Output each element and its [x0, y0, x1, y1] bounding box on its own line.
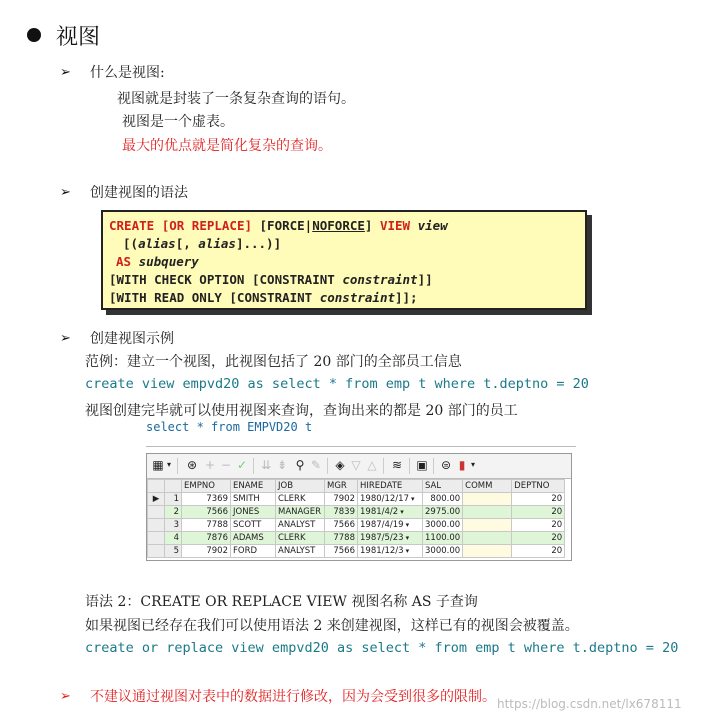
- row-indicator: [148, 506, 165, 519]
- kw-force-close: ]: [364, 218, 373, 233]
- column-header[interactable]: SAL: [423, 480, 463, 493]
- rownum-header: [165, 480, 182, 493]
- add-row-icon[interactable]: +: [204, 458, 216, 472]
- alias: alias: [198, 236, 236, 251]
- hiredate-value: 1980/12/17: [360, 494, 409, 504]
- cell-mgr[interactable]: 7839: [325, 506, 358, 519]
- query-editor-text[interactable]: select * from EMPVD20 t: [146, 420, 313, 434]
- filter-icon[interactable]: ◈: [335, 458, 345, 472]
- section1-line-1: 视图就是封装了一条复杂查询的语句。: [117, 91, 355, 107]
- cell-empno[interactable]: 7876: [182, 532, 231, 545]
- cell-empno[interactable]: 7369: [182, 493, 231, 506]
- chevron-down-icon[interactable]: ▾: [405, 547, 410, 555]
- cell-job[interactable]: ANALYST: [276, 519, 325, 532]
- toolbar-separator: [327, 458, 328, 474]
- cell-ename[interactable]: ADAMS: [231, 532, 276, 545]
- alias: alias: [138, 236, 176, 251]
- section3-title: 创建视图示例: [90, 331, 174, 347]
- syntax-bracket: [(: [123, 236, 139, 251]
- cell-deptno[interactable]: 20: [512, 519, 565, 532]
- kw-or-replace: [OR REPLACE]: [161, 218, 252, 233]
- cell-deptno[interactable]: 20: [512, 493, 565, 506]
- lock-icon[interactable]: ⊛: [186, 458, 198, 472]
- toolbar-separator: [383, 458, 384, 474]
- kw-create: CREATE: [109, 218, 155, 233]
- toolbar-separator: [433, 458, 434, 474]
- hiredate-value: 1987/5/23: [360, 533, 404, 543]
- cell-hiredate[interactable]: [358, 493, 423, 506]
- post-check-icon[interactable]: ✓: [236, 458, 248, 472]
- column-header[interactable]: HIREDATE: [358, 480, 423, 493]
- warning-text: 不建议通过视图对表中的数据进行修改，因为会受到很多的限制。: [90, 689, 496, 705]
- sort-asc-icon[interactable]: △: [367, 458, 377, 472]
- grid-toolbar: [147, 454, 571, 479]
- table-row[interactable]: [148, 532, 565, 545]
- toolbar-separator: [409, 458, 410, 474]
- section1-title: 什么是视图:: [90, 65, 165, 81]
- section1-line-2: 视图是一个虚表。: [122, 114, 234, 130]
- constraint: constraint: [319, 290, 395, 305]
- chevron-down-icon[interactable]: ▾: [166, 460, 171, 469]
- syntax-bracket: ]...)]: [235, 236, 282, 251]
- kw-force: [FORCE|: [259, 218, 313, 233]
- cell-empno[interactable]: 7566: [182, 506, 231, 519]
- syntax-line-4: [109, 272, 433, 287]
- syntax-bracket: ]]: [417, 272, 433, 287]
- example-code: create view empvd20 as select * from emp t where t.deptno = 20: [85, 376, 589, 392]
- view-name: view: [417, 218, 448, 233]
- heading-bullet: [27, 28, 41, 42]
- syntax2-code: create or replace view empvd20 as select * from emp t where t.deptno = 20: [85, 640, 679, 656]
- cell-comm[interactable]: [463, 519, 512, 532]
- kw-as: AS: [116, 254, 132, 269]
- column-header[interactable]: ENAME: [231, 480, 276, 493]
- chevron-down-icon[interactable]: ▾: [400, 508, 404, 516]
- syntax2-note: 如果视图已经存在我们可以使用语法 2 来创建视图，这样已有的视图会被覆盖。: [85, 618, 579, 634]
- arrow-bullet-icon: ➢: [60, 65, 71, 80]
- cell-comm[interactable]: [463, 532, 512, 545]
- cell-empno[interactable]: 7788: [182, 519, 231, 532]
- example-text: 范例：建立一个视图，此视图包括了 20 部门的全部员工信息: [85, 354, 462, 370]
- fetch-all-icon[interactable]: ⇟: [276, 458, 288, 472]
- subquery: subquery: [138, 254, 199, 269]
- column-header[interactable]: EMPNO: [182, 480, 231, 493]
- cell-comm[interactable]: [463, 506, 512, 519]
- cell-sal[interactable]: 1100.00: [423, 532, 463, 545]
- syntax-line-5: [109, 290, 418, 305]
- clear-icon[interactable]: ✎: [310, 458, 322, 472]
- table-row[interactable]: [148, 545, 565, 558]
- constraint: constraint: [342, 272, 418, 287]
- section1-line-3: 最大的优点就是简化复杂的查询。: [122, 138, 332, 154]
- section2-title: 创建视图的语法: [90, 185, 188, 201]
- cell-comm[interactable]: [463, 545, 512, 558]
- find-binoculars-icon[interactable]: ⚲: [295, 458, 305, 472]
- cell-hiredate[interactable]: [358, 545, 423, 558]
- result-grid: [146, 453, 572, 561]
- sort-desc-icon[interactable]: ▽: [351, 458, 361, 472]
- row-number: 1: [165, 493, 182, 506]
- data-table: [147, 479, 565, 558]
- column-header[interactable]: DEPTNO: [512, 480, 565, 493]
- cell-deptno[interactable]: 20: [512, 532, 565, 545]
- cell-comm[interactable]: [463, 493, 512, 506]
- chevron-down-icon[interactable]: ▾: [411, 495, 415, 503]
- save-disk-icon[interactable]: ▣: [416, 458, 428, 472]
- table-row[interactable]: [148, 493, 565, 506]
- cell-sal[interactable]: 3000.00: [423, 519, 463, 532]
- cell-mgr[interactable]: 7566: [325, 545, 358, 558]
- syntax-line-1: [109, 218, 448, 233]
- kw-view: VIEW: [379, 218, 411, 233]
- cell-hiredate[interactable]: [358, 519, 423, 532]
- fetch-next-icon[interactable]: ⇊: [260, 458, 272, 472]
- table-header-row: [148, 480, 565, 493]
- row-indicator: [148, 545, 165, 558]
- cell-empno[interactable]: 7902: [182, 545, 231, 558]
- cell-mgr[interactable]: 7788: [325, 532, 358, 545]
- syntax-line-2: [123, 236, 281, 251]
- cell-mgr[interactable]: 7566: [325, 519, 358, 532]
- column-header[interactable]: MGR: [325, 480, 358, 493]
- cell-hiredate[interactable]: [358, 506, 423, 519]
- delete-row-icon[interactable]: −: [220, 458, 232, 472]
- cell-deptno[interactable]: 20: [512, 545, 565, 558]
- row-number: 2: [165, 506, 182, 519]
- arrow-bullet-icon: ➢: [60, 185, 71, 200]
- column-header[interactable]: COMM: [463, 480, 512, 493]
- row-number: 5: [165, 545, 182, 558]
- current-row-icon: ▶: [148, 493, 165, 506]
- cell-ename[interactable]: SCOTT: [231, 519, 276, 532]
- cell-job[interactable]: CLERK: [276, 532, 325, 545]
- page-title: 视图: [56, 25, 101, 50]
- kw-noforce: NOFORCE: [312, 218, 365, 233]
- indicator-header: [148, 480, 165, 493]
- chart-icon[interactable]: ≋: [391, 458, 403, 472]
- cell-ename[interactable]: JONES: [231, 506, 276, 519]
- cell-job[interactable]: CLERK: [276, 493, 325, 506]
- with-read-only: [WITH READ ONLY [CONSTRAINT: [109, 290, 313, 305]
- cell-job[interactable]: MANAGER: [276, 506, 325, 519]
- syntax-box: [101, 210, 587, 310]
- cell-ename[interactable]: SMITH: [231, 493, 276, 506]
- hiredate-value: 1981/4/2: [360, 507, 399, 517]
- toolbar-separator: [177, 458, 178, 474]
- arrow-bullet-icon: ➢: [60, 331, 71, 346]
- chevron-down-icon[interactable]: ▾: [470, 460, 475, 469]
- column-header[interactable]: JOB: [276, 480, 325, 493]
- syntax2-text: 语法 2：CREATE OR REPLACE VIEW 视图名称 AS 子查询: [85, 594, 478, 610]
- chevron-down-icon[interactable]: ▾: [405, 521, 410, 529]
- hiredate-value: 1987/4/19: [360, 520, 404, 530]
- cell-hiredate[interactable]: [358, 532, 423, 545]
- row-indicator: [148, 532, 165, 545]
- syntax-bracket: ]];: [395, 290, 418, 305]
- syntax-bracket: [,: [175, 236, 191, 251]
- after-text: 视图创建完毕就可以使用视图来查询，查询出来的都是 20 部门的员工: [85, 403, 518, 419]
- row-indicator: [148, 519, 165, 532]
- cell-mgr[interactable]: 7902: [325, 493, 358, 506]
- table-row[interactable]: [148, 506, 565, 519]
- syntax-line-3: [116, 254, 199, 269]
- cell-job[interactable]: ANALYST: [276, 545, 325, 558]
- hiredate-value: 1981/12/3: [360, 546, 404, 556]
- watermark: https://blog.csdn.net/lx678111: [497, 697, 682, 711]
- row-number: 4: [165, 532, 182, 545]
- chevron-down-icon[interactable]: ▾: [405, 534, 410, 542]
- cell-sal[interactable]: 3000.00: [423, 545, 463, 558]
- cell-ename[interactable]: FORD: [231, 545, 276, 558]
- cell-sal[interactable]: 2975.00: [423, 506, 463, 519]
- cell-deptno[interactable]: 20: [512, 506, 565, 519]
- toolbar-separator: [253, 458, 254, 474]
- editor-divider: [146, 446, 576, 447]
- cell-sal[interactable]: 800.00: [423, 493, 463, 506]
- link-icon[interactable]: ⊜: [440, 458, 452, 472]
- table-row[interactable]: [148, 519, 565, 532]
- with-check-option: [WITH CHECK OPTION [CONSTRAINT: [109, 272, 335, 287]
- arrow-bullet-icon: ➢: [60, 689, 71, 704]
- export-icon[interactable]: ▮: [458, 458, 466, 472]
- row-number: 3: [165, 519, 182, 532]
- grid-layout-icon[interactable]: ▦: [152, 458, 164, 472]
